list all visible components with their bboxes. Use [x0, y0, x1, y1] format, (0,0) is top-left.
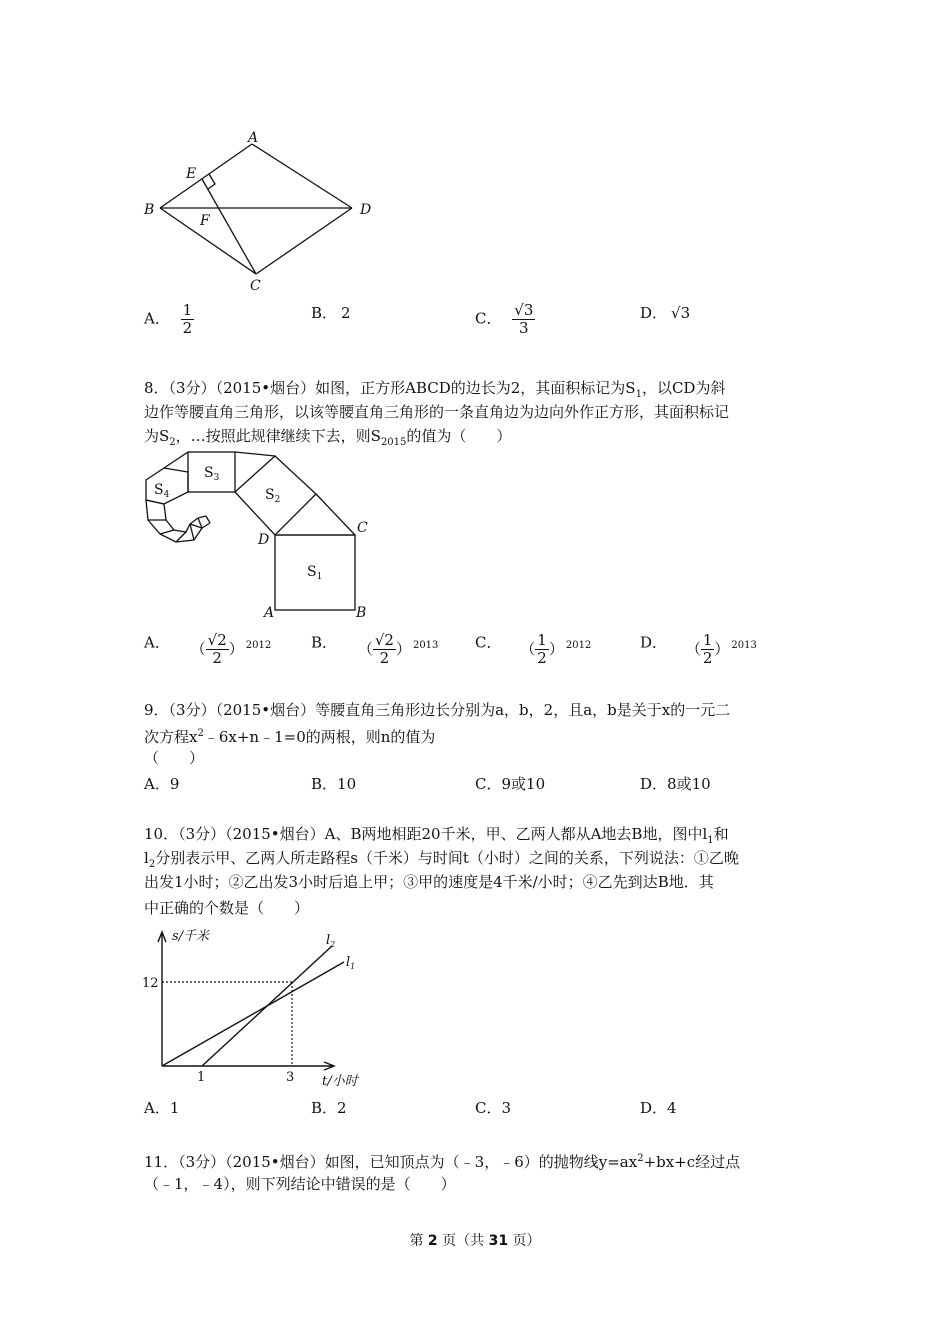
text: ，…按照此规律继续下去，则S: [175, 427, 381, 445]
option-letter: D．: [640, 304, 668, 322]
q9-line-3: （ ）: [144, 749, 205, 767]
triangle-edge: [235, 452, 275, 456]
label-b: B: [144, 202, 155, 218]
line-l1: [162, 962, 344, 1066]
q8-option-d[interactable]: [640, 626, 757, 667]
denominator: 3: [519, 319, 529, 337]
text: ，以CD为斜: [641, 379, 726, 397]
q8-line-2: 边作等腰直角三角形，以该等腰直角三角形的一条直角边为边向外作正方形，其面积标记: [144, 403, 730, 421]
page-total: 31: [488, 1233, 509, 1249]
left-paren: （: [685, 639, 701, 658]
option-letter: B．: [311, 633, 338, 652]
q7-option-b[interactable]: [311, 302, 351, 324]
exponent: 2012: [565, 639, 592, 651]
text: 的值为（ ）: [406, 427, 512, 445]
exponent: 2012: [245, 639, 272, 651]
subscript: 1: [635, 389, 642, 400]
q11-line-2: （﹣1，﹣4），则下列结论中错误的是（ ）: [144, 1175, 456, 1193]
spiral-cell: [198, 516, 206, 518]
fraction: $\frac{1}{2}$: [702, 631, 713, 667]
right-paren: ）: [548, 639, 564, 658]
q9-line-1: 9．（3分）（2015•烟台）等腰直角三角形边长分别为a，b，2，且a，b是关于x的一元二: [144, 701, 731, 719]
page-footer: [0, 1230, 950, 1250]
q11-line-1: [144, 1147, 740, 1174]
text: 次方程x: [144, 728, 198, 746]
exponent: 2013: [731, 639, 757, 651]
q8-option-a[interactable]: [144, 626, 272, 667]
exponent: 2013: [412, 639, 439, 651]
x-axis-label: t/小时: [322, 1074, 358, 1089]
right-paren: ）: [714, 639, 730, 658]
text: +bx+c经过点: [643, 1153, 741, 1171]
fraction: $\frac{√2}{2}$: [207, 631, 227, 667]
tick-label-3: 3: [286, 1070, 295, 1085]
label-d: D: [360, 202, 372, 218]
y-axis-label: s/千米: [172, 929, 210, 944]
q7-option-d[interactable]: [640, 302, 690, 324]
label-b: B: [356, 605, 367, 620]
text: l: [144, 849, 149, 867]
label-a: A: [248, 130, 259, 146]
superscript: 2: [197, 728, 204, 739]
subscript: 2: [148, 859, 156, 870]
right-paren: ）: [228, 639, 244, 658]
q8-squares-figure: [140, 448, 380, 620]
option-letter: C．: [475, 633, 502, 652]
q8-option-c[interactable]: [475, 626, 592, 667]
expression: [685, 631, 757, 667]
expression: [357, 631, 439, 667]
spiral-cell: [202, 523, 210, 528]
subscript: 2015: [380, 437, 407, 448]
q10-option-a[interactable]: A．1: [144, 1099, 180, 1117]
text: ﹣6x+n﹣1=0的两根，则n的值为: [203, 728, 436, 746]
right-paren: ）: [395, 639, 411, 658]
q9-option-b[interactable]: B．10: [311, 775, 357, 793]
q7-rhombus-figure: [140, 128, 380, 293]
spiral-cell: [190, 524, 194, 540]
triangle-edge: [316, 494, 355, 535]
line-label-l2: $l_2$: [326, 933, 336, 949]
label-s4: $S_4$: [154, 482, 170, 500]
q9-option-a[interactable]: A．9: [144, 775, 180, 793]
q9-option-c[interactable]: C．9或10: [475, 775, 546, 793]
q10-option-d[interactable]: D．4: [640, 1099, 677, 1117]
tick-label-12: 12: [142, 976, 159, 991]
label-c: C: [250, 278, 261, 293]
label-d: D: [258, 532, 270, 548]
triangle-edge: [164, 452, 188, 468]
label-s1: $S_1$: [307, 564, 323, 582]
text: 11．（3分）（2015•烟台）如图，已知顶点为（﹣3，﹣6）的抛物线y=ax: [144, 1153, 638, 1171]
subscript: 2: [169, 437, 176, 448]
label-f: F: [200, 213, 210, 229]
q10-option-c[interactable]: C．3: [475, 1099, 512, 1117]
fraction: [512, 302, 535, 337]
q10-distance-time-graph: [138, 924, 378, 1090]
superscript: 2: [637, 1153, 644, 1164]
denominator: 2: [182, 319, 193, 337]
left-paren: （: [520, 639, 536, 658]
text: 和: [713, 825, 729, 843]
label-s3: $S_3$: [204, 465, 220, 483]
spiral-cell: [190, 518, 198, 524]
option-value: √3: [671, 304, 691, 322]
edge-ad: [252, 144, 352, 208]
left-paren: （: [357, 639, 373, 658]
q10-line-4: 中正确的个数是（ ）: [144, 899, 310, 917]
text: 10．（3分）（2015•烟台）A、B两地相距20千米，甲、乙两人都从A地去B地，图中l: [144, 825, 708, 843]
label-s2: $S_2$: [265, 487, 281, 505]
expression: [190, 631, 272, 667]
q9-line-2: [144, 722, 435, 749]
q10-line-3: 出发1小时；②乙出发3小时后追上甲；③甲的速度是4千米/小时；④乙先到达B地．其: [144, 873, 714, 891]
fraction: $\frac{√2}{2}$: [374, 631, 394, 667]
tick-label-1: 1: [197, 1070, 206, 1085]
label-c: C: [357, 520, 368, 536]
footer-text: 页）: [512, 1233, 541, 1249]
option-letter: D．: [640, 633, 668, 652]
fraction: $\frac{1}{2}$: [537, 631, 547, 667]
footer-text: 第: [409, 1233, 424, 1249]
spiral-cell: [160, 530, 174, 534]
option-letter: C．: [475, 309, 502, 328]
right-angle-mark: [208, 174, 215, 189]
page-number: 2: [427, 1233, 438, 1249]
q10-option-b[interactable]: B．2: [311, 1099, 347, 1117]
text: 分别表示甲、乙两人所走路程s（千米）与时间t（小时）之间的关系，下列说法：①乙晚: [155, 849, 739, 867]
spiral-inner: [146, 500, 190, 532]
numerator: √3: [514, 301, 534, 319]
spiral-cell: [206, 516, 210, 523]
text: 8．（3分）（2015•烟台）如图，正方形ABCD的边长为2，其面积标记为S: [144, 379, 636, 397]
line-l2: [202, 946, 332, 1066]
q7-option-a[interactable]: [144, 302, 194, 337]
subscript: 1: [707, 835, 714, 846]
option-letter: B．: [311, 304, 338, 322]
numerator: 1: [182, 301, 193, 319]
line-label-l1: $l_1$: [346, 955, 356, 971]
option-value: 2: [341, 304, 351, 322]
option-letter: A．: [144, 309, 170, 328]
label-a: A: [264, 605, 275, 620]
segment-ce: [202, 179, 256, 274]
edge-cd: [256, 208, 352, 274]
text: 为S: [144, 427, 170, 445]
option-letter: A．: [144, 633, 170, 652]
q7-option-c[interactable]: [475, 302, 535, 337]
q9-option-d[interactable]: D．8或10: [640, 775, 711, 793]
q8-option-b[interactable]: [311, 626, 439, 667]
edge-ab: [160, 144, 252, 208]
footer-text: 页（共: [442, 1233, 485, 1249]
left-paren: （: [190, 639, 206, 658]
fraction: [181, 302, 195, 337]
expression: [520, 631, 592, 667]
label-e: E: [186, 166, 197, 182]
